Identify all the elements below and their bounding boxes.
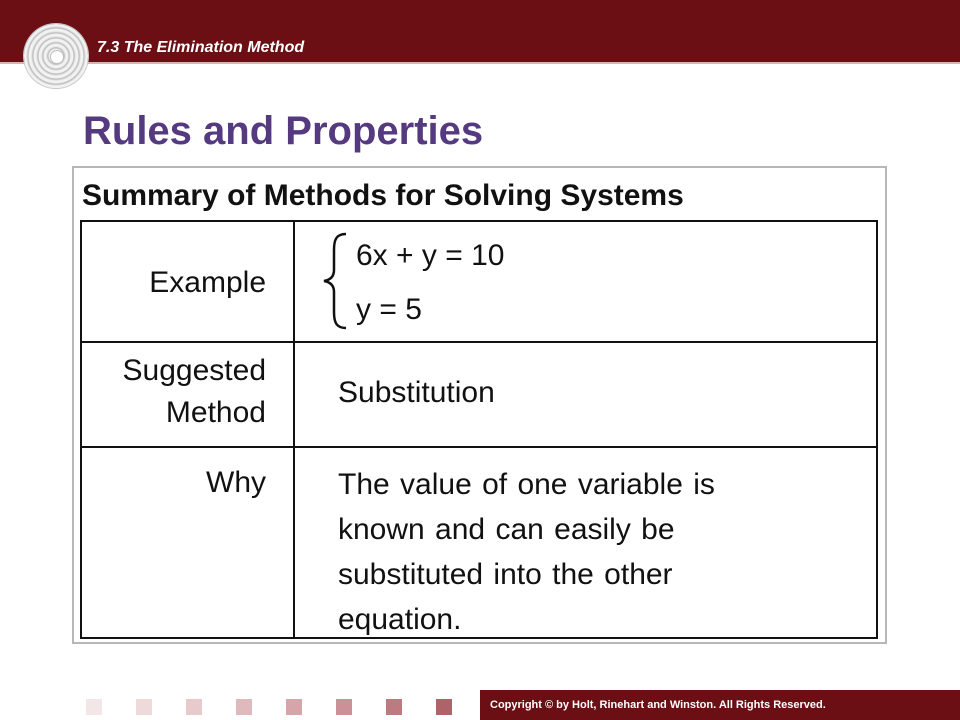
decorative-square bbox=[136, 699, 152, 715]
decorative-square bbox=[186, 699, 202, 715]
decorative-square bbox=[386, 699, 402, 715]
decorative-squares bbox=[86, 699, 476, 719]
decorative-square bbox=[236, 699, 252, 715]
suggested-method-value: Substitution bbox=[338, 376, 495, 409]
decorative-square bbox=[86, 699, 102, 715]
slide-title: Rules and Properties bbox=[83, 109, 484, 153]
left-brace-icon bbox=[322, 232, 350, 330]
summary-title: Summary of Methods for Solving Systems bbox=[82, 179, 684, 212]
decorative-square bbox=[336, 699, 352, 715]
table-column-divider bbox=[293, 220, 295, 639]
table-row-divider bbox=[80, 446, 878, 448]
decorative-square bbox=[436, 699, 452, 715]
equation-2: y = 5 bbox=[356, 293, 422, 326]
table-row-divider bbox=[80, 341, 878, 343]
suggested-method-label: Suggested Method bbox=[122, 354, 266, 429]
example-label: Example bbox=[149, 266, 266, 299]
why-explanation: The value of one variable is known and can easily be substituted into the other equation. bbox=[338, 468, 715, 636]
header-divider bbox=[0, 62, 960, 64]
disc-center bbox=[50, 50, 64, 64]
equation-1: 6x + y = 10 bbox=[356, 239, 505, 272]
why-label: Why bbox=[206, 466, 266, 499]
decorative-square bbox=[286, 699, 302, 715]
copyright-text: Copyright © by Holt, Rinehart and Winston. All Rights Reserved. bbox=[490, 699, 826, 711]
section-label: 7.3 The Elimination Method bbox=[97, 39, 305, 56]
